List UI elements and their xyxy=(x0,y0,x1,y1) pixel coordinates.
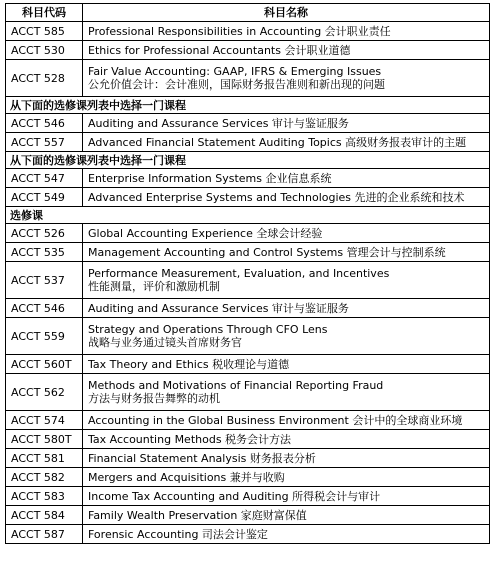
section-label: 从下面的选修课列表中选择一门课程 xyxy=(6,97,490,114)
table-row xyxy=(6,374,490,411)
table-row xyxy=(6,243,490,262)
course-name-line: Global Accounting Experience 全球会计经验 xyxy=(88,226,323,240)
course-code: ACCT 584 xyxy=(6,506,83,525)
course-name xyxy=(83,188,490,207)
course-code: ACCT 546 xyxy=(6,299,83,318)
header-code: 科目代码 xyxy=(6,4,83,22)
table-row xyxy=(6,22,490,41)
course-code: ACCT 581 xyxy=(6,449,83,468)
course-name-line: Enterprise Information Systems 企业信息系统 xyxy=(88,171,332,185)
table-row xyxy=(6,525,490,544)
table-row xyxy=(6,133,490,152)
course-name xyxy=(83,22,490,41)
course-name-line: Methods and Motivations of Financial Reporting Fraud xyxy=(88,379,384,392)
course-name-line: Management Accounting and Control Systems 管理会计与控制系统 xyxy=(88,245,446,259)
course-name xyxy=(83,169,490,188)
section-label: 从下面的选修课列表中选择一门课程 xyxy=(6,152,490,169)
course-name-line: Auditing and Assurance Services 审计与鉴证服务 xyxy=(88,116,349,130)
course-name-line: Advanced Enterprise Systems and Technologies 先进的企业系统和技术 xyxy=(88,190,465,204)
course-code: ACCT 537 xyxy=(6,262,83,299)
table-row xyxy=(6,430,490,449)
course-name xyxy=(83,41,490,60)
section-row xyxy=(6,97,490,114)
section-row xyxy=(6,207,490,224)
course-code: ACCT 587 xyxy=(6,525,83,544)
course-name xyxy=(83,430,490,449)
table-row xyxy=(6,468,490,487)
course-name xyxy=(83,506,490,525)
course-name xyxy=(83,355,490,374)
table-row xyxy=(6,224,490,243)
course-name-line: Forensic Accounting 司法会计鉴定 xyxy=(88,527,268,541)
course-name-line: 性能测量，评价和激励机制 xyxy=(88,280,220,293)
course-name xyxy=(83,411,490,430)
course-code: ACCT 585 xyxy=(6,22,83,41)
course-name-line: Performance Measurement, Evaluation, and Incentives xyxy=(88,267,390,280)
course-name xyxy=(83,133,490,152)
course-code: ACCT 535 xyxy=(6,243,83,262)
table-row xyxy=(6,318,490,355)
course-name-line: Family Wealth Preservation 家庭财富保值 xyxy=(88,508,307,522)
course-code: ACCT 530 xyxy=(6,41,83,60)
table-row xyxy=(6,41,490,60)
header-name: 科目名称 xyxy=(83,4,490,22)
table-row xyxy=(6,169,490,188)
table-header-row xyxy=(6,4,490,22)
course-code: ACCT 580T xyxy=(6,430,83,449)
course-code: ACCT 583 xyxy=(6,487,83,506)
course-code: ACCT 582 xyxy=(6,468,83,487)
course-name-line: Fair Value Accounting: GAAP, IFRS & Emerging Issues xyxy=(88,65,382,78)
course-code: ACCT 574 xyxy=(6,411,83,430)
section-row xyxy=(6,152,490,169)
section-label: 选修课 xyxy=(6,207,490,224)
course-name-line: Tax Theory and Ethics 税收理论与道德 xyxy=(88,357,290,371)
course-code: ACCT 528 xyxy=(6,60,83,97)
course-name xyxy=(83,468,490,487)
table-row xyxy=(6,299,490,318)
course-code: ACCT 560T xyxy=(6,355,83,374)
course-name-line: Financial Statement Analysis 财务报表分析 xyxy=(88,451,316,465)
course-name xyxy=(83,299,490,318)
course-name xyxy=(83,224,490,243)
course-code: ACCT 559 xyxy=(6,318,83,355)
course-name xyxy=(83,262,490,299)
course-name xyxy=(83,114,490,133)
course-name-line: Income Tax Accounting and Auditing 所得税会计与审计 xyxy=(88,489,381,503)
course-name xyxy=(83,374,490,411)
course-code: ACCT 547 xyxy=(6,169,83,188)
table-row xyxy=(6,449,490,468)
course-name-line: Ethics for Professional Accountants 会计职业道德 xyxy=(88,43,351,57)
course-name-line: Auditing and Assurance Services 审计与鉴证服务 xyxy=(88,301,349,315)
course-name-line: Accounting in the Global Business Environment 会计中的全球商业环境 xyxy=(88,413,463,427)
table-row xyxy=(6,506,490,525)
course-code: ACCT 557 xyxy=(6,133,83,152)
course-code: ACCT 549 xyxy=(6,188,83,207)
course-name xyxy=(83,449,490,468)
table-row xyxy=(6,487,490,506)
course-name-line: Advanced Financial Statement Auditing Topics 高级财务报表审计的主题 xyxy=(88,135,467,149)
course-name xyxy=(83,318,490,355)
course-name-line: 战略与业务通过镜头首席财务官 xyxy=(88,336,242,349)
course-code: ACCT 546 xyxy=(6,114,83,133)
course-table xyxy=(5,3,490,544)
course-name xyxy=(83,243,490,262)
table-row xyxy=(6,355,490,374)
table-row xyxy=(6,411,490,430)
course-name-line: Strategy and Operations Through CFO Lens xyxy=(88,323,328,336)
course-name-line: 公允价值会计：会计准则，国际财务报告准则和新出现的问题 xyxy=(88,78,385,91)
course-name-line: Mergers and Acquisitions 兼并与收购 xyxy=(88,470,285,484)
course-name xyxy=(83,487,490,506)
course-name xyxy=(83,60,490,97)
table-row xyxy=(6,60,490,97)
course-name-line: Tax Accounting Methods 税务会计方法 xyxy=(88,432,292,446)
course-code: ACCT 526 xyxy=(6,224,83,243)
course-name-line: Professional Responsibilities in Accounting 会计职业责任 xyxy=(88,24,391,38)
course-code: ACCT 562 xyxy=(6,374,83,411)
table-row xyxy=(6,262,490,299)
course-name xyxy=(83,525,490,544)
course-name-line: 方法与财务报告舞弊的动机 xyxy=(88,392,220,405)
table-row xyxy=(6,188,490,207)
table-body xyxy=(6,22,490,544)
table-row xyxy=(6,114,490,133)
